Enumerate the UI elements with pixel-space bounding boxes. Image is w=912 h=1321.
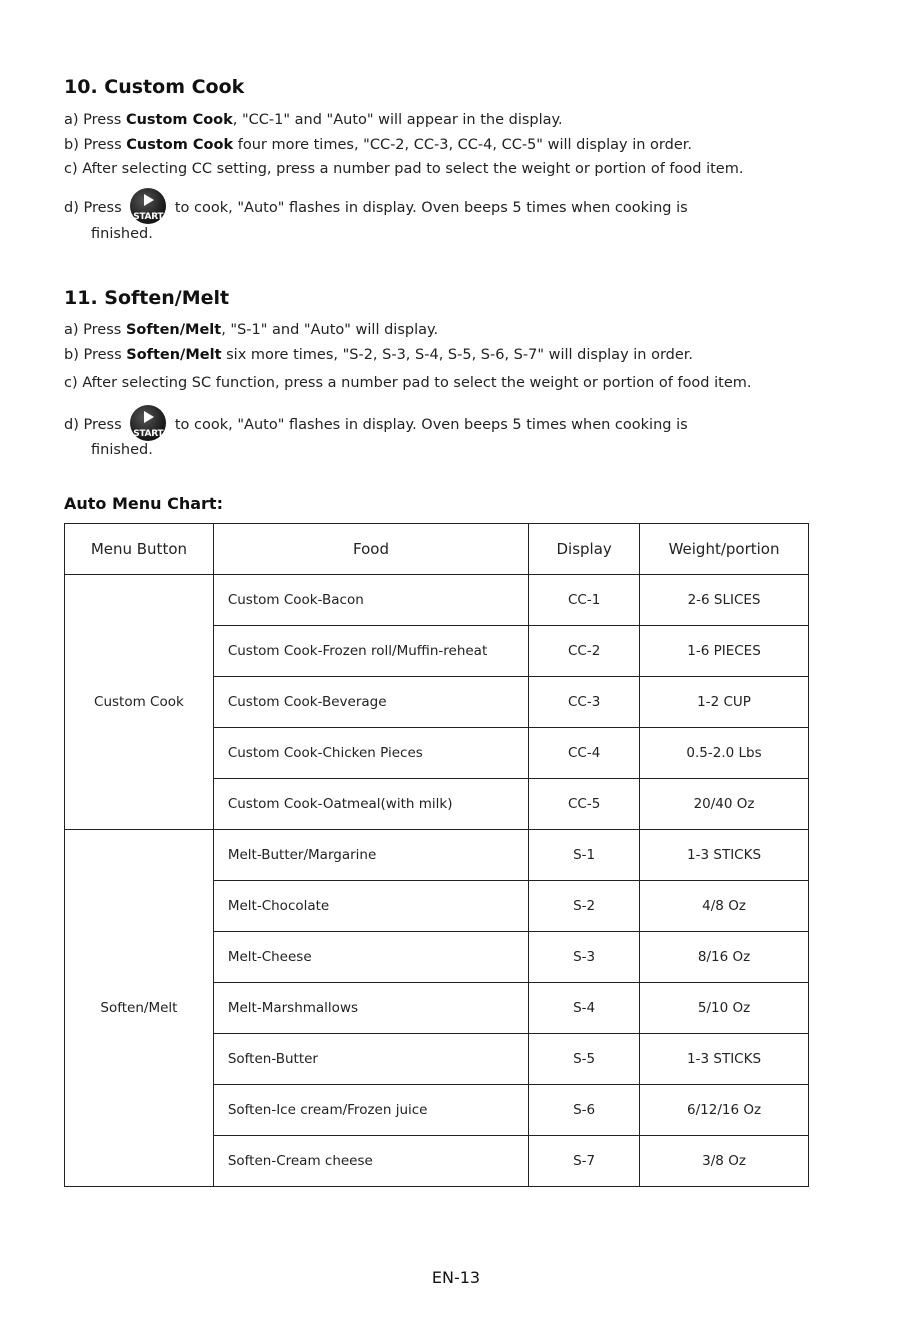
section-10-step-d-continued: finished. bbox=[91, 226, 153, 242]
food-cell: Soften-Ice cream/Frozen juice bbox=[213, 1085, 528, 1136]
weight-cell: 1-3 STICKS bbox=[640, 1034, 809, 1085]
menu-button-cell: Soften/Melt bbox=[65, 830, 214, 1187]
food-cell: Melt-Butter/Margarine bbox=[213, 830, 528, 881]
section-11-step-c: c) After selecting SC function, press a number pad to select the weight or portion of food item. bbox=[64, 375, 752, 391]
weight-cell: 4/8 Oz bbox=[640, 881, 809, 932]
display-cell: S-1 bbox=[529, 830, 640, 881]
display-cell: CC-5 bbox=[529, 779, 640, 830]
start-button-icon: START bbox=[130, 405, 166, 441]
food-cell: Soften-Cream cheese bbox=[213, 1136, 528, 1187]
food-cell: Custom Cook-Frozen roll/Muffin-reheat bbox=[213, 626, 528, 677]
weight-cell: 20/40 Oz bbox=[640, 779, 809, 830]
menu-button-cell: Custom Cook bbox=[65, 575, 214, 830]
display-cell: CC-2 bbox=[529, 626, 640, 677]
auto-menu-chart-title: Auto Menu Chart: bbox=[64, 494, 223, 513]
page-number: EN-13 bbox=[431, 1268, 481, 1287]
weight-cell: 1-6 PIECES bbox=[640, 626, 809, 677]
display-cell: CC-4 bbox=[529, 728, 640, 779]
weight-cell: 1-3 STICKS bbox=[640, 830, 809, 881]
food-cell: Custom Cook-Bacon bbox=[213, 575, 528, 626]
food-cell: Melt-Cheese bbox=[213, 932, 528, 983]
play-icon bbox=[144, 411, 154, 423]
display-cell: S-6 bbox=[529, 1085, 640, 1136]
food-cell: Custom Cook-Oatmeal(with milk) bbox=[213, 779, 528, 830]
display-cell: CC-3 bbox=[529, 677, 640, 728]
table-header-row bbox=[65, 524, 809, 575]
section-10-heading: 10. Custom Cook bbox=[64, 76, 245, 98]
weight-cell: 3/8 Oz bbox=[640, 1136, 809, 1187]
weight-cell: 6/12/16 Oz bbox=[640, 1085, 809, 1136]
start-button-icon: START bbox=[130, 188, 166, 224]
header-food: Food bbox=[213, 524, 528, 575]
auto-menu-chart-table bbox=[64, 523, 809, 1187]
header-menu-button: Menu Button bbox=[65, 524, 214, 575]
display-cell: S-4 bbox=[529, 983, 640, 1034]
weight-cell: 5/10 Oz bbox=[640, 983, 809, 1034]
header-weight-portion: Weight/portion bbox=[640, 524, 809, 575]
play-icon bbox=[144, 194, 154, 206]
table-row bbox=[65, 575, 809, 626]
food-cell: Custom Cook-Beverage bbox=[213, 677, 528, 728]
section-10-step-a: a) Press Custom Cook, "CC-1" and "Auto" will appear in the display. bbox=[64, 112, 563, 128]
weight-cell: 8/16 Oz bbox=[640, 932, 809, 983]
section-11-step-d: d) Press START to cook, "Auto" flashes in display. Oven beeps 5 times when cooking is bbox=[64, 407, 688, 443]
section-10-step-c: c) After selecting CC setting, press a number pad to select the weight or portion of food item. bbox=[64, 161, 744, 177]
display-cell: CC-1 bbox=[529, 575, 640, 626]
section-10-step-d: d) Press START to cook, "Auto" flashes in display. Oven beeps 5 times when cooking is bbox=[64, 190, 688, 226]
food-cell: Custom Cook-Chicken Pieces bbox=[213, 728, 528, 779]
section-11-step-b: b) Press Soften/Melt six more times, "S-2, S-3, S-4, S-5, S-6, S-7" will display in order. bbox=[64, 347, 694, 363]
header-display: Display bbox=[529, 524, 640, 575]
display-cell: S-7 bbox=[529, 1136, 640, 1187]
weight-cell: 1-2 CUP bbox=[640, 677, 809, 728]
food-cell: Soften-Butter bbox=[213, 1034, 528, 1085]
food-cell: Melt-Chocolate bbox=[213, 881, 528, 932]
section-11-heading: 11. Soften/Melt bbox=[64, 287, 230, 309]
display-cell: S-3 bbox=[529, 932, 640, 983]
display-cell: S-5 bbox=[529, 1034, 640, 1085]
section-11-step-a: a) Press Soften/Melt, "S-1" and "Auto" will display. bbox=[64, 322, 439, 338]
section-11-step-d-continued: finished. bbox=[91, 442, 153, 458]
weight-cell: 2-6 SLICES bbox=[640, 575, 809, 626]
food-cell: Melt-Marshmallows bbox=[213, 983, 528, 1034]
section-10-step-b: b) Press Custom Cook four more times, "CC-2, CC-3, CC-4, CC-5" will display in order. bbox=[64, 137, 693, 153]
display-cell: S-2 bbox=[529, 881, 640, 932]
table-row bbox=[65, 830, 809, 881]
weight-cell: 0.5-2.0 Lbs bbox=[640, 728, 809, 779]
